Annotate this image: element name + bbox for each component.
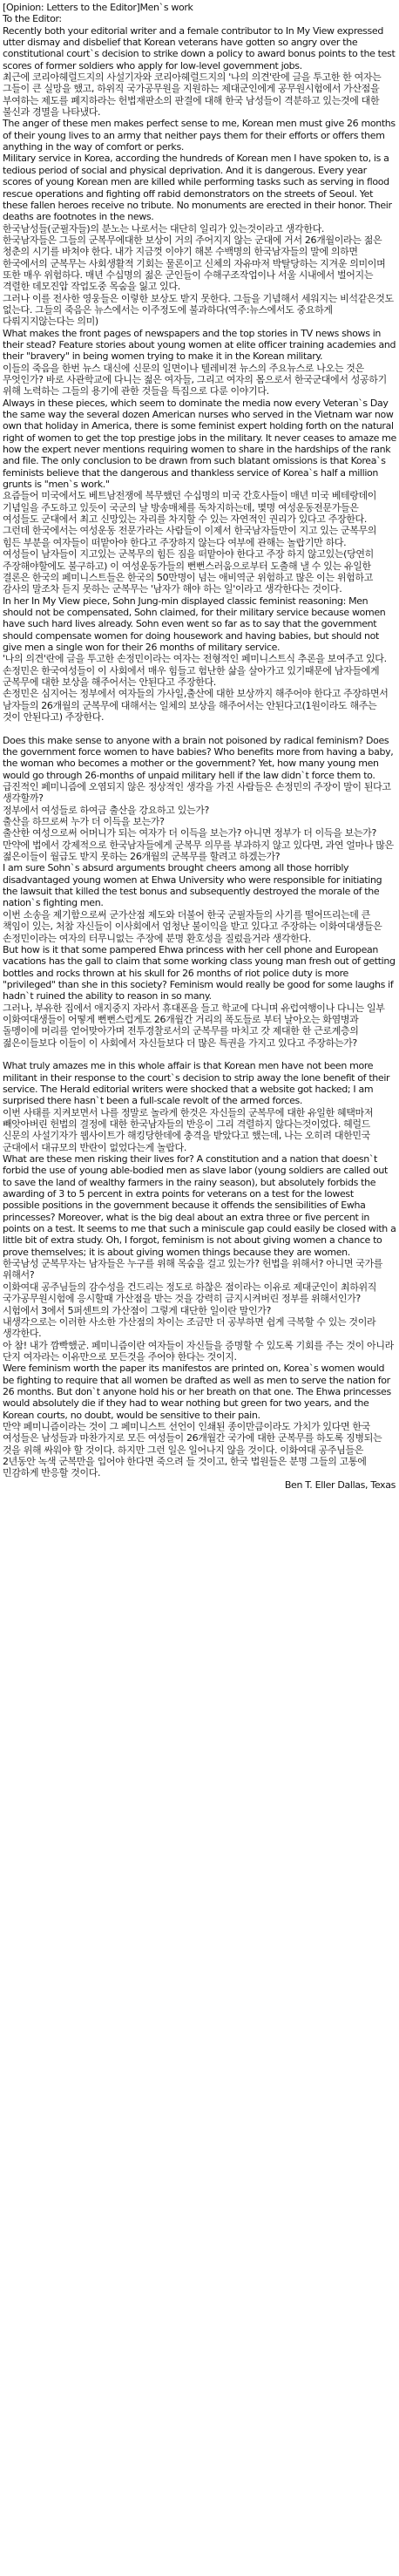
paragraph-ko-14: 출산한 여성으로써 어머니가 되는 여자가 더 이득을 보는가? 아니면 정부가 더 이득을 보는가? xyxy=(3,827,376,839)
paragraph-ko-8: 여성들이 남자들이 지고있는 군복무의 힘든 짐을 떠맡아야 한다고 주장 하지 않고있는(당연히 주장해야할에도 불구하고) 이 여성운동가들의 뻔뻔스러움으로부터 도출해 낼 수 있는 유일한 결론은 한국의 페미니스트들은 한국의 50만명이 넘는 애비역군 위험하고 많은 이는 위험하고 감사의 말조차 듣지 못하는 군복무는 '남자가 해야 하는 일'이라고 생각한다는 것이다. xyxy=(3,548,374,595)
paragraph-en-5: Always in these pieces, which seem to dominate the media now every Veteran`s Day the same way the several dozen American nurses who served in the Vietnam war now own that holiday in America, there is some feminist expert holding forth on the natural right of women to get the top prestige jobs in the military. It never ceases to amaze me how the expert never mentions requiring women to share in the hardships of the rank and file. The only conclusion to be drawn from such blatant omissions is that Korea`s feminists believe that the dangerous and thankless service of Korea`s half a million grunts is "men`s work." xyxy=(3,397,396,491)
paragraph-ko-15: 만약에 법에서 강제적으로 한국남자들에게 군복무 의무를 부과하지 않고 있다면, 과연 얼마나 많은 젊은이들이 월급도 받지 못하는 26개월의 군복무를 할려고 하겠는가? xyxy=(3,839,394,863)
paragraph-en-7: Does this make sense to anyone with a brain not poisoned by radical feminism? Does the government force women to have babies? Who benefits more from having a baby, the woman who becomes a mother or the government? Yet, how many young men would go through 26-months of unpaid military hell if the law didn`t force them to. xyxy=(3,734,394,781)
letter-salutation: To the Editor: xyxy=(3,13,62,25)
paragraph-ko-9: '나의 의견'란에 글을 투고한 손정민이라는 여자는 전형적인 페미니스트식 추론을 보여주고 있다. 손정민은 한국여성들이 이 사회에서 매우 힘들고 험난한 삶을 살아가고 있기때문에 남자들에게 군복무에 대한 보상을 해주어서는 안된다고 주장한다. xyxy=(3,653,387,688)
paragraph-ko-17: 그러나, 부유한 집에서 애지중지 자라서 휴대폰을 들고 학교에 다니며 유럽여행이나 다니는 일부 이화여대생들이 어떻게 뻔뻔스럽게도 26개월간 거리의 폭도들로 부터 날아오는 화염병과 돌멩이에 머리를 얻어맞아가며 전투경찰로서의 군복무를 마치고 갓 제대한 한 근로계층의 젊은이들보다 이들이 이 사회에서 자신들보다 더 많은 특권을 가지고 있다고 주장하는가? xyxy=(3,1002,385,1049)
paragraph-ko-19: 한국남성 군복무자는 남자들은 누구를 위해 목숨을 걸고 있는가? 헌법을 위해서? 아니면 국가를 위해서? xyxy=(3,1258,383,1281)
paragraph-ko-2: 한국남성들(군필자들)의 분노는 나로서는 대단히 일리가 있는것이라고 생각한다. xyxy=(3,222,325,234)
paragraph-en-1: Recently both your editorial writer and a female contributor to In My View expressed utter dismay and disbelief that Korean veterans have gotten so angry over the constitutional court`s decision to strike down a policy to award bonus points to the test scores of former soldiers who apply for low-level government jobs. xyxy=(3,24,396,71)
letter-signature: Ben T. Eller Dallas, Texas xyxy=(284,1478,396,1491)
paragraph-ko-1: 최근에 코리아헤럴드지의 사설기자와 코리아헤럴드지의 '나의 의견'란에 글을 투고한 한 여자는 그들이 큰 실망을 했고, 하위직 국가공무원을 지원하는 제대군인에게 공무원시험에서 가산점을 부여하는 제도를 폐지하라는 헌법재판소의 판결에 대해 한국 남성들이 격분하고 있는것에 대한 불신과 경멸을 나타냈다. xyxy=(3,71,382,119)
paragraph-ko-3: 한국남자들은 그들의 군복무에대한 보상이 거의 주어지지 않는 군대에 거서 26개월이라는 젊은 청춘의 시기를 바쳐야 한다. 내가 지금껏 이야기 해본 수백명의 한국남자들의 말에 의하면 한국에서의 군복무는 사회생활적 기회는 물론이고 신체의 자유마저 박탈당하는 지겨운 의미이며 또한 매우 위험하다. 매년 수십명의 젊은 군인들이 수해구조작업이나 서울 시내에서 벌어지는 격렬한 데모진압 작업도중 목숨을 잃고 있다. xyxy=(3,234,386,293)
blank-line xyxy=(3,1049,396,1060)
paragraph-en-8: I am sure Sohn`s absurd arguments brought cheers among all those horribly disadvantaged young women at Ehwa University who were responsible for initiating the lawsuit that killed the test bonus and subsequently destroyed the morale of the nation`s fighting men. xyxy=(3,862,382,909)
paragraph-ko-10: 손정민은 심지어는 정부에서 여자들의 가사일,출산에 대한 보상까지 해주어야 한다고 주장하면서 남자들의 26개월의 군복무에 대해서는 일체의 보상을 해주어서는 안된다고(1원이라도 해주는 것이 안된다고) 주장한다. xyxy=(3,688,389,723)
paragraph-ko-22: 내생각으로는 이러한 사소한 가산점의 차이는 조금만 더 공부하면 쉽게 극복할 수 있는 것이라 생각한다. xyxy=(3,1315,376,1340)
paragraph-ko-7: 그런데 한국에서는 여성운동 전문가라는 사람들이 이제서 한국남자들만이 지고 있는 군복무의 힘든 부분을 여자들이 떠맡아야 한다고 주장하지 않는다 여부에 관해는 놀랍기만 하다. xyxy=(3,525,377,548)
paragraph-en-11: What are these men risking their lives for? A constitution and a nation that doesn`t forbid the use of young able-bodied men as slave labor (young soldiers are called out to save the land of wealthy farmers in the rainy season), but absolutely forbids the awarding of 3 to 5 percent in extra points for veterans on a test for the lowest xyxy=(3,1153,388,1200)
blank-line xyxy=(3,723,396,734)
paragraph-en-10: What truly amazes me in this whole affair is that Korean men have not been more militant in their response to the court`s decision to strip away the lone benefit of their service. The Herald editorial writers were shocked that a website got hacked; I am surprised there hasn`t been a full-scale revolt of the armed forces. xyxy=(3,1060,390,1107)
paragraph-ko-5: 이들의 죽음을 한번 뉴스 대신에 신문의 일면이나 텔레비젼 뉴스의 주요뉴스로 나오는 것은 무엇인가? 바로 사관학교에 다니는 젊은 여자들, 그리고 여자의 몸으로서 한국군대에서 성공하기 위해 노력하는 그들의 용기에 관한 것들을 특집으로 다룬 이야기다. xyxy=(3,362,387,398)
paragraph-ko-12: 정부에서 여성들로 하여금 출산을 강요하고 있는가? xyxy=(3,804,210,816)
paragraph-ko-20: 이화여대 공주님들의 감수성을 건드리는 정도로 하찮은 점이라는 이유로 제대군인이 최하위직 국가공무원시험에 응시할때 가산점을 받는 것을 강력히 금지시켜버린 정부를 위해서인가? xyxy=(3,1281,377,1305)
paragraph-ko-11: 급진적인 페미니즘에 오염되지 않은 정상적인 생각을 가진 사람들은 손정민의 주장이 말이 된다고 생각할까? xyxy=(3,781,391,805)
paragraph-ko-6: 요즘들어 미국에서도 베트남전쟁에 복무했던 수십명의 미국 간호사들이 매년 미국 베테랑데이 기념일을 주도하고 있듯이 국군의 날 방송매체를 독차지하는데, 몇명 여성운동전문가들은 여성들도 군대에서 최고 신망있는 자리를 차지할 수 있는 자연적인 권리가 있다고 주장한다. xyxy=(3,490,377,526)
paragraph-ko-13: 출산을 하므로써 누가 더 이득을 보는가? xyxy=(3,816,165,828)
paragraph-en-13: Were feminism worth the paper its manifestos are printed on, Korea`s women would be fighting to require that all women be drafted as well as men to serve the nation for 26 months. But don`t anyone hold his or her breath on that one. The Ehwa princesses would absolutely die if they had to wear nothing but green for two years, and the Korean courts, no doubt, would be sensitive to their pain. xyxy=(3,1363,391,1421)
paragraph-ko-4: 그러나 이를 전사한 영웅들은 이렇한 보상도 받지 못한다. 그들을 기념해서 세워지는 비석같은것도 없는다. 그들의 죽음은 뉴스에서는 이주정도에 불과하다(역주:뉴스에서도 중요하게 다뤄지지않는다는 의미) xyxy=(3,292,394,328)
paragraph-ko-16: 이번 소송을 제기함으로써 군가산점 제도와 더불어 한국 군필자들의 사기를 떨어뜨리는데 큰 책임이 있는, 처참 자신들이 이사회에서 엄청난 불이익을 받고 있다고 주장하는 이화여대생들은 손정민이라는 여자의 터무니없는 주장에 분명 환호성을 질렀을거라 생각한다. xyxy=(3,908,382,944)
paragraph-en-3: Military service in Korea, according the hundreds of Korean men I have spoken to, is a tedious period of social and physical deprivation. And it is dangerous. Every year scores of young Korean men are killed while performing tasks such as serving in flood rescue operations and fighting off rabid demonstrators on the streets of Seoul. Yet these fallen heroes receive no tribute. No monuments are erected in their honor. Their deaths are footnotes in the news. xyxy=(3,153,392,223)
paragraph-en-4: What makes the front pages of newspapers and the top stories in TV news shows in their stead? Feature stories about young women at elite officer training academies and their "bravery" in being women trying to make it in the Korean military. xyxy=(3,327,396,363)
paragraph-en-9: But how is it that some pampered Ehwa princess with her cell phone and European vacations has the gall to claim that some working class young man fresh out of getting bottles and rocks thrown at his skull for 26 months of riot police duty is more "privileged" than she in this society? Feminism would really be good for some laughs if hadn`t ruined the ability to reason in so many. xyxy=(3,943,396,1003)
paragraph-en-2: The anger of these men makes perfect sense to me, Korean men must give 26 months of their young lives to an army that neither pays them for their efforts or offers them anything in the way of comfort or perks. xyxy=(3,118,396,153)
paragraph-ko-24: 만약 페미니즘이라는 것이 그 페미니스트 선언이 인쇄된 종이만큼이라도 가치가 있다면 한국 여성들은 남성들과 마찬가지로 모든 여성들이 26개월간 국가에 대한 군복무를 하도록 징병되는 것을 위해 싸워야 할 것이다. 하지만 그런 일은 일어나지 않을 것이다. 이화여대 공주님들은 2년동안 녹색 군복만을 입어야 한다면 죽으려 들 것이고, 한국 법원들은 분명 그들의 고통에 민감하게 반응할 것이다. xyxy=(3,1420,382,1479)
paragraph-en-12: possible positions in the government because it offends the sensibilities of Ewha princesses? Moreover, what is the big deal about an extra three or five percent in points on a test. It seems to me that such a miniscule gap could easily be closed with a little bit of extra study. Oh, I forgot, feminism is not about giving women a chance to prove themselves; it is about giving women things because they are women. xyxy=(3,1200,396,1258)
paragraph-ko-18: 이번 사태를 지켜보면서 나를 정말로 놀라게 한것은 자신들의 군복무에 대한 유일한 혜택마저 빼앗아버린 헌법의 결정에 대한 한국남자들의 반응이 그리 격렬하지 않다는것이었다. 헤럴드 신문의 사설기자가 웹사이트가 해킹당한데에 충격을 받았다고 했는데, 나는 오히려 대한민국 군대에서 대규모의 반란이 없었다는게 놀랍다. xyxy=(3,1106,374,1153)
paragraph-en-6: In her In My View piece, Sohn Jung-min displayed classic feminist reasoning: Men should not be compensated, Sohn claimed, for their military service because women have such hard lives already. Sohn even went so far as to say that the government should compensate women for doing housework and having babies, but should not give men a single won for their 26 months of military service. xyxy=(3,595,386,653)
letter-headline: [Opinion: Letters to the Editor]Men`s work xyxy=(3,2,193,13)
paragraph-ko-21: 시험에서 3에서 5퍼센트의 가산점이 그렇게 대단한 일이란 말인가? xyxy=(3,1304,271,1316)
paragraph-ko-23: 아 참! 내가 깜빡했군. 페미니즘이란 여자들이 자신들을 증명할 수 있도록 기회를 주는 것이 아니라 단지 여자라는 이유만으로 모든것을 주어야 한다는 것이지. xyxy=(3,1339,394,1363)
